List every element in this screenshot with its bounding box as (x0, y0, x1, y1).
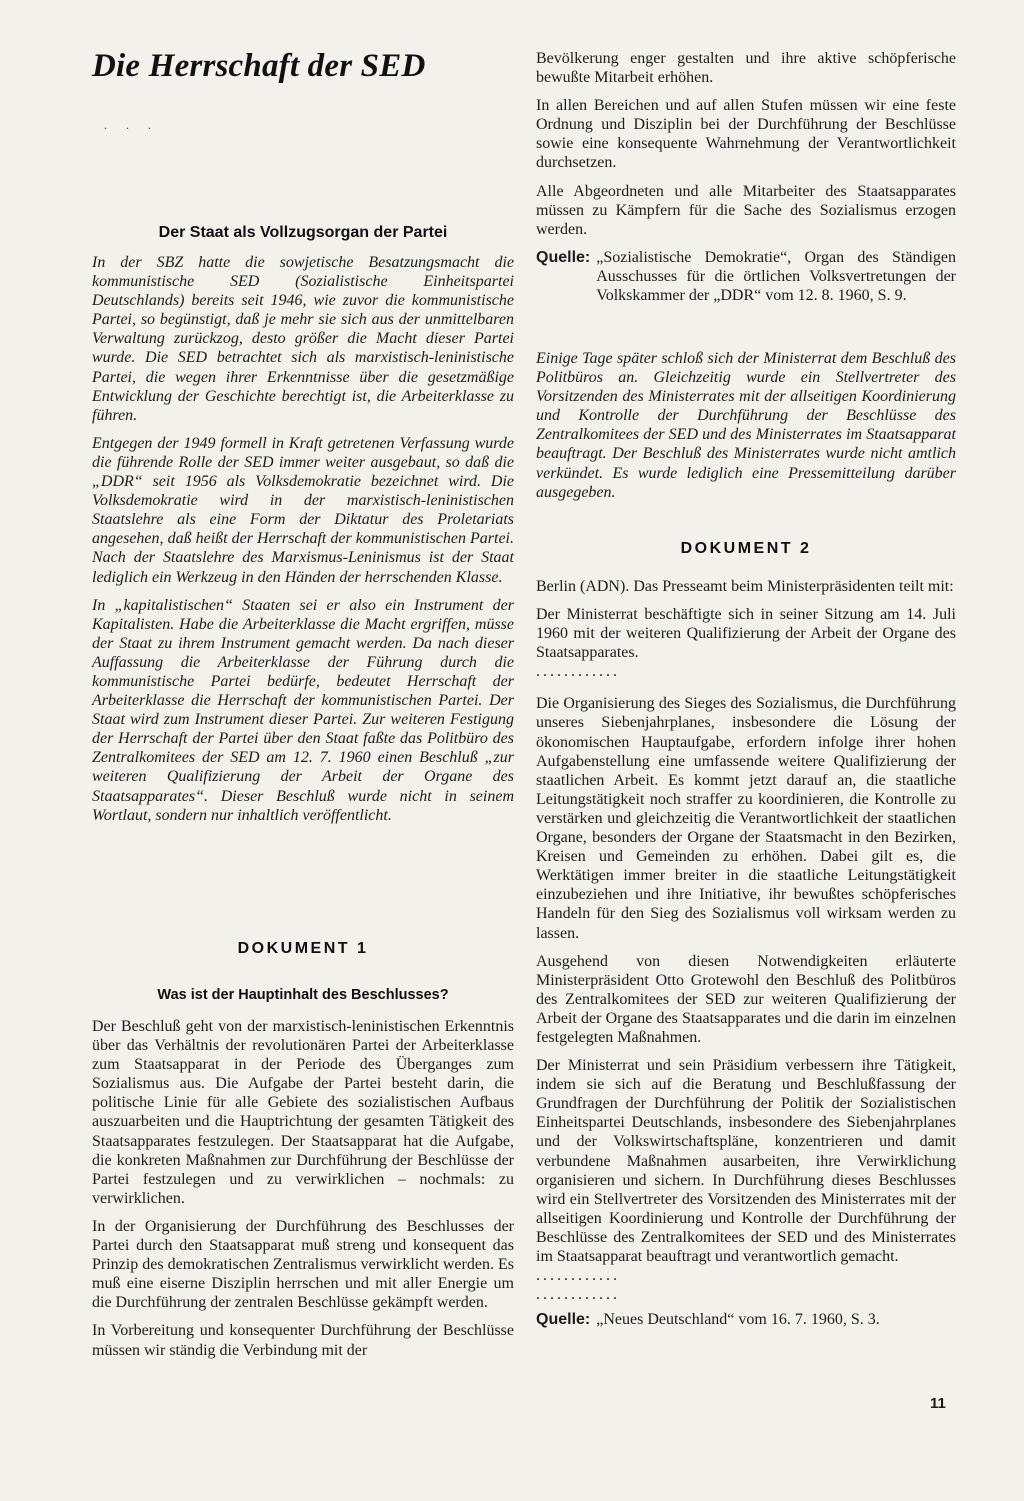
document-2-paragraph: Der Ministerrat beschäftigte sich in seiner Sitzung am 14. Juli 1960 mit der weiteren Qualifizierung der Arbeit der Organe des Staatsapparates. (536, 606, 956, 662)
continuation-block (536, 49, 956, 305)
document-2-paragraph: Ausgehend von diesen Notwendigkeiten erläuterte Ministerpräsident Otto Grotewohl den Beschluß des Politbüros des Zentralkomitees der SED zur weiteren Qualifizierung der Arbeit der Organe des Staatsapparates und die darin im einzelnen festgelegten Maßnahmen. (536, 952, 956, 1046)
document-1-heading: DOKUMENT 1 (237, 940, 369, 957)
source-1-text: „Sozialistische Demokratie“, Organ des Ständigen Ausschusses für die örtlichen Volksvertretungen der Volkskammer der „DDR“ vom 12. 8. 1960, S. 9. (596, 248, 956, 305)
source-2-text: „Neues Deutschland“ vom 16. 7. 1960, S. 3. (596, 1311, 880, 1329)
document-1-body (92, 1017, 514, 1360)
italic-note-block (536, 349, 956, 502)
continuation-paragraph: Alle Abgeordneten und alle Mitarbeiter des Staatsapparates müssen zu Kämpfern für die Sache des Sozialismus erzogen werden. (536, 182, 956, 238)
document-1-heading-block (92, 940, 514, 958)
continuation-paragraph: Bevölkerung enger gestalten und ihre aktive schöpferische bewußte Mitarbeit erhöhen. (536, 50, 956, 87)
ellipsis-dots: ............ (536, 1267, 620, 1285)
page-number: 11 (930, 1395, 946, 1412)
document-2-intro: Berlin (ADN). Das Presseamt beim Ministerpräsidenten teilt mit: (536, 578, 954, 595)
document-1-question: Was ist der Hauptinhalt des Beschlusses? (157, 987, 449, 1003)
source-2 (536, 1310, 956, 1329)
intro-paragraph: In „kapitalistischen“ Staaten sei er also ein Instrument der Kapitalisten. Habe die Arbeiterklasse die Macht ergriffen, müsse der Staat zu ihrem Instrument gemacht werden. Da nach dieser Auffassung die Arbeiterklasse der Führung durch die kommunistische Partei bedürfe, bedeutet Herrschaft der Arbeiterklasse die Herrschaft der kommunistischen Partei. Der Staat wird zum Instrument dieser Partei. Zur weiteren Festigung der Herrschaft der Partei über den Staat faßte das Politbüro des Zentralkomitees der SED am 12. 7. 1960 einen Beschluß „zur weiteren Qualifizierung der Arbeit der Organe des Staatsapparates“. Dieser Beschluß wurde nicht in seinem Wortlaut, sondern nur inhaltlich veröffentlicht. (92, 596, 514, 824)
document-2-paragraph: Die Organisierung des Sieges des Sozialismus, die Durchführung unseres Siebenjahrplanes, insbesondere die Lösung der ökonomischen Hauptaufgabe, erfordern infolge ihrer hohen Aufgabenstellung eine umfassende weitere Qualifizierung der staatlichen Arbeit. Es kommt jetzt darauf an, die staatliche Leitungstätigkeit noch straffer zu koordinieren, die Kontrolle zu verstärken und gleichzeitig die Verantwortlichkeit der staatlichen Organe, besonders der Organe der Staatsmacht in den Bezirken, Kreisen und Gemeinden zu erhöhen. Dabei gilt es, die Werktätigen immer breiter in die staatliche Leitungstätigkeit einzubeziehen und ihre Initiative, ihr bewußtes schöpferisches Handeln für den Sieg des Sozialismus voll wirksam werden zu lassen. (536, 695, 956, 942)
document-2-body (536, 577, 956, 1329)
source-1-label: Quelle: (536, 248, 591, 266)
intro-block (92, 253, 514, 825)
source-1 (536, 248, 956, 305)
continuation-paragraph: In allen Bereichen und auf allen Stufen müssen wir eine feste Ordnung und Disziplin bei der Durchführung der Beschlüsse sowie eine konsequente Wahrnehmung der Verantwortlichkeit durchsetzen. (536, 97, 956, 172)
intro-paragraph: Entgegen der 1949 formell in Kraft getretenen Verfassung wurde die führende Rolle der SED immer weiter ausgebaut, so daß die „DDR“ seit 1956 als Volksdemokratie bezeichnet wird. Die Volksdemokratie wird in der marxistisch-leninistischen Staatslehre als eine Form der Diktatur des Proletariats angesehen, daß heißt der Herrschaft der kommunistischen Partei. Nach der Staatslehre des Marxismus-Leninismus ist der Staat lediglich ein Werkzeug in den Händen der herrschenden Klasse. (92, 434, 514, 586)
document-2-heading-block (536, 540, 956, 558)
document-2-paragraph: Der Ministerrat und sein Präsidium verbessern ihre Tätigkeit, indem sie sich auf die Beratung und Beschlußfassung der Grundfragen der Durchführung der Politik der Sozialistischen Einheitspartei Deutschlands, insbesondere des Siebenjahrplanes und der Volkswirtschaftspläne, konzentrieren und damit verbundene Maßnahmen ausarbeiten, ihre Verwirklichung organisieren und sichern. In Durchführung dieses Beschlusses wird ein Stellvertreter des Vorsitzenden des Ministerrates mit der allseitigen Koordinierung und Kontrolle der Durchführung der Beschlüsse des Zentralkomitees der SED und des Ministerrates im Staatsapparat beauftragt und verantwortlich gemacht. (536, 1057, 956, 1265)
document-1-paragraph: In der Organisierung der Durchführung des Beschlusses der Partei durch den Staatsapparat muß streng und konsequent das Prinzip des demokratischen Zentralismus verwirklicht werden. Es muß eine eiserne Disziplin herrschen und mit aller Energie um die Durchführung der zentralen Beschlüsse gekämpft werden. (92, 1217, 514, 1312)
source-2-label: Quelle: (536, 1311, 591, 1329)
print-speck: . . . (104, 118, 159, 132)
document-1-paragraph: In Vorbereitung und konsequenter Durchführung der Beschlüsse müssen wir ständig die Verbindung mit der (92, 1322, 514, 1359)
document-1-paragraph: Der Beschluß geht von der marxistisch-leninistischen Erkenntnis über das Verhältnis der revolutionären Partei der Arbeiterklasse zum Staatsapparat in der Periode des Überganges zum Sozialismus aus. Die Aufgabe der Partei besteht darin, die politische Linie für alle Gebiete des sozialistischen Aufbaus auszuarbeiten und die Hauptrichtung der gesamten Tätigkeit des Staatsapparates festzulegen. Der Staatsapparat hat die Aufgabe, die konkreten Maßnahmen zur Durchführung der Beschlüsse der Partei festzulegen und zu verwirklichen – nochmals: zu verwirklichen. (92, 1018, 514, 1207)
ellipsis-dots: ............ (536, 663, 620, 681)
ellipsis-dots: ............ (536, 1286, 620, 1304)
intro-paragraph: In der SBZ hatte die sowjetische Besatzungsmacht die kommunistische SED (Sozialistische Einheitspartei Deutschlands) bereits seit 1946, wie zuvor die kommunistische Partei, so begünstigt, daß je mehr sie sich aus der unmittelbaren Verwaltung zurückzog, desto größer die Macht dieser Partei wurde. Die SED betrachtet sich als marxistisch-leninistische Partei, die wegen ihrer Erkenntnisse über die gesetzmäßige Entwicklung der Geschichte berechtigt ist, die Arbeiterklasse zu führen. (92, 254, 514, 424)
italic-note: Einige Tage später schloß sich der Ministerrat dem Beschluß des Politbüros an. Gleichzeitig wurde ein Stellvertreter des Vorsitzenden des Ministerrates mit der allseitigen Koordinierung und Kontrolle der Durchführung der Beschlüsse des Zentralkomitees der SED und des Ministerrates im Staatsapparat beauftragt. Der Beschluß des Ministerrates wurde nicht amtlich verkündet. Es wurde lediglich eine Pressemitteilung darüber ausgegeben. (536, 350, 956, 501)
document-1-question-block (92, 987, 514, 1003)
document-2-heading: DOKUMENT 2 (680, 540, 812, 557)
section-subtitle: Der Staat als Vollzugsorgan der Partei (158, 224, 448, 241)
page-title: Die Herrschaft der SED (92, 48, 426, 84)
